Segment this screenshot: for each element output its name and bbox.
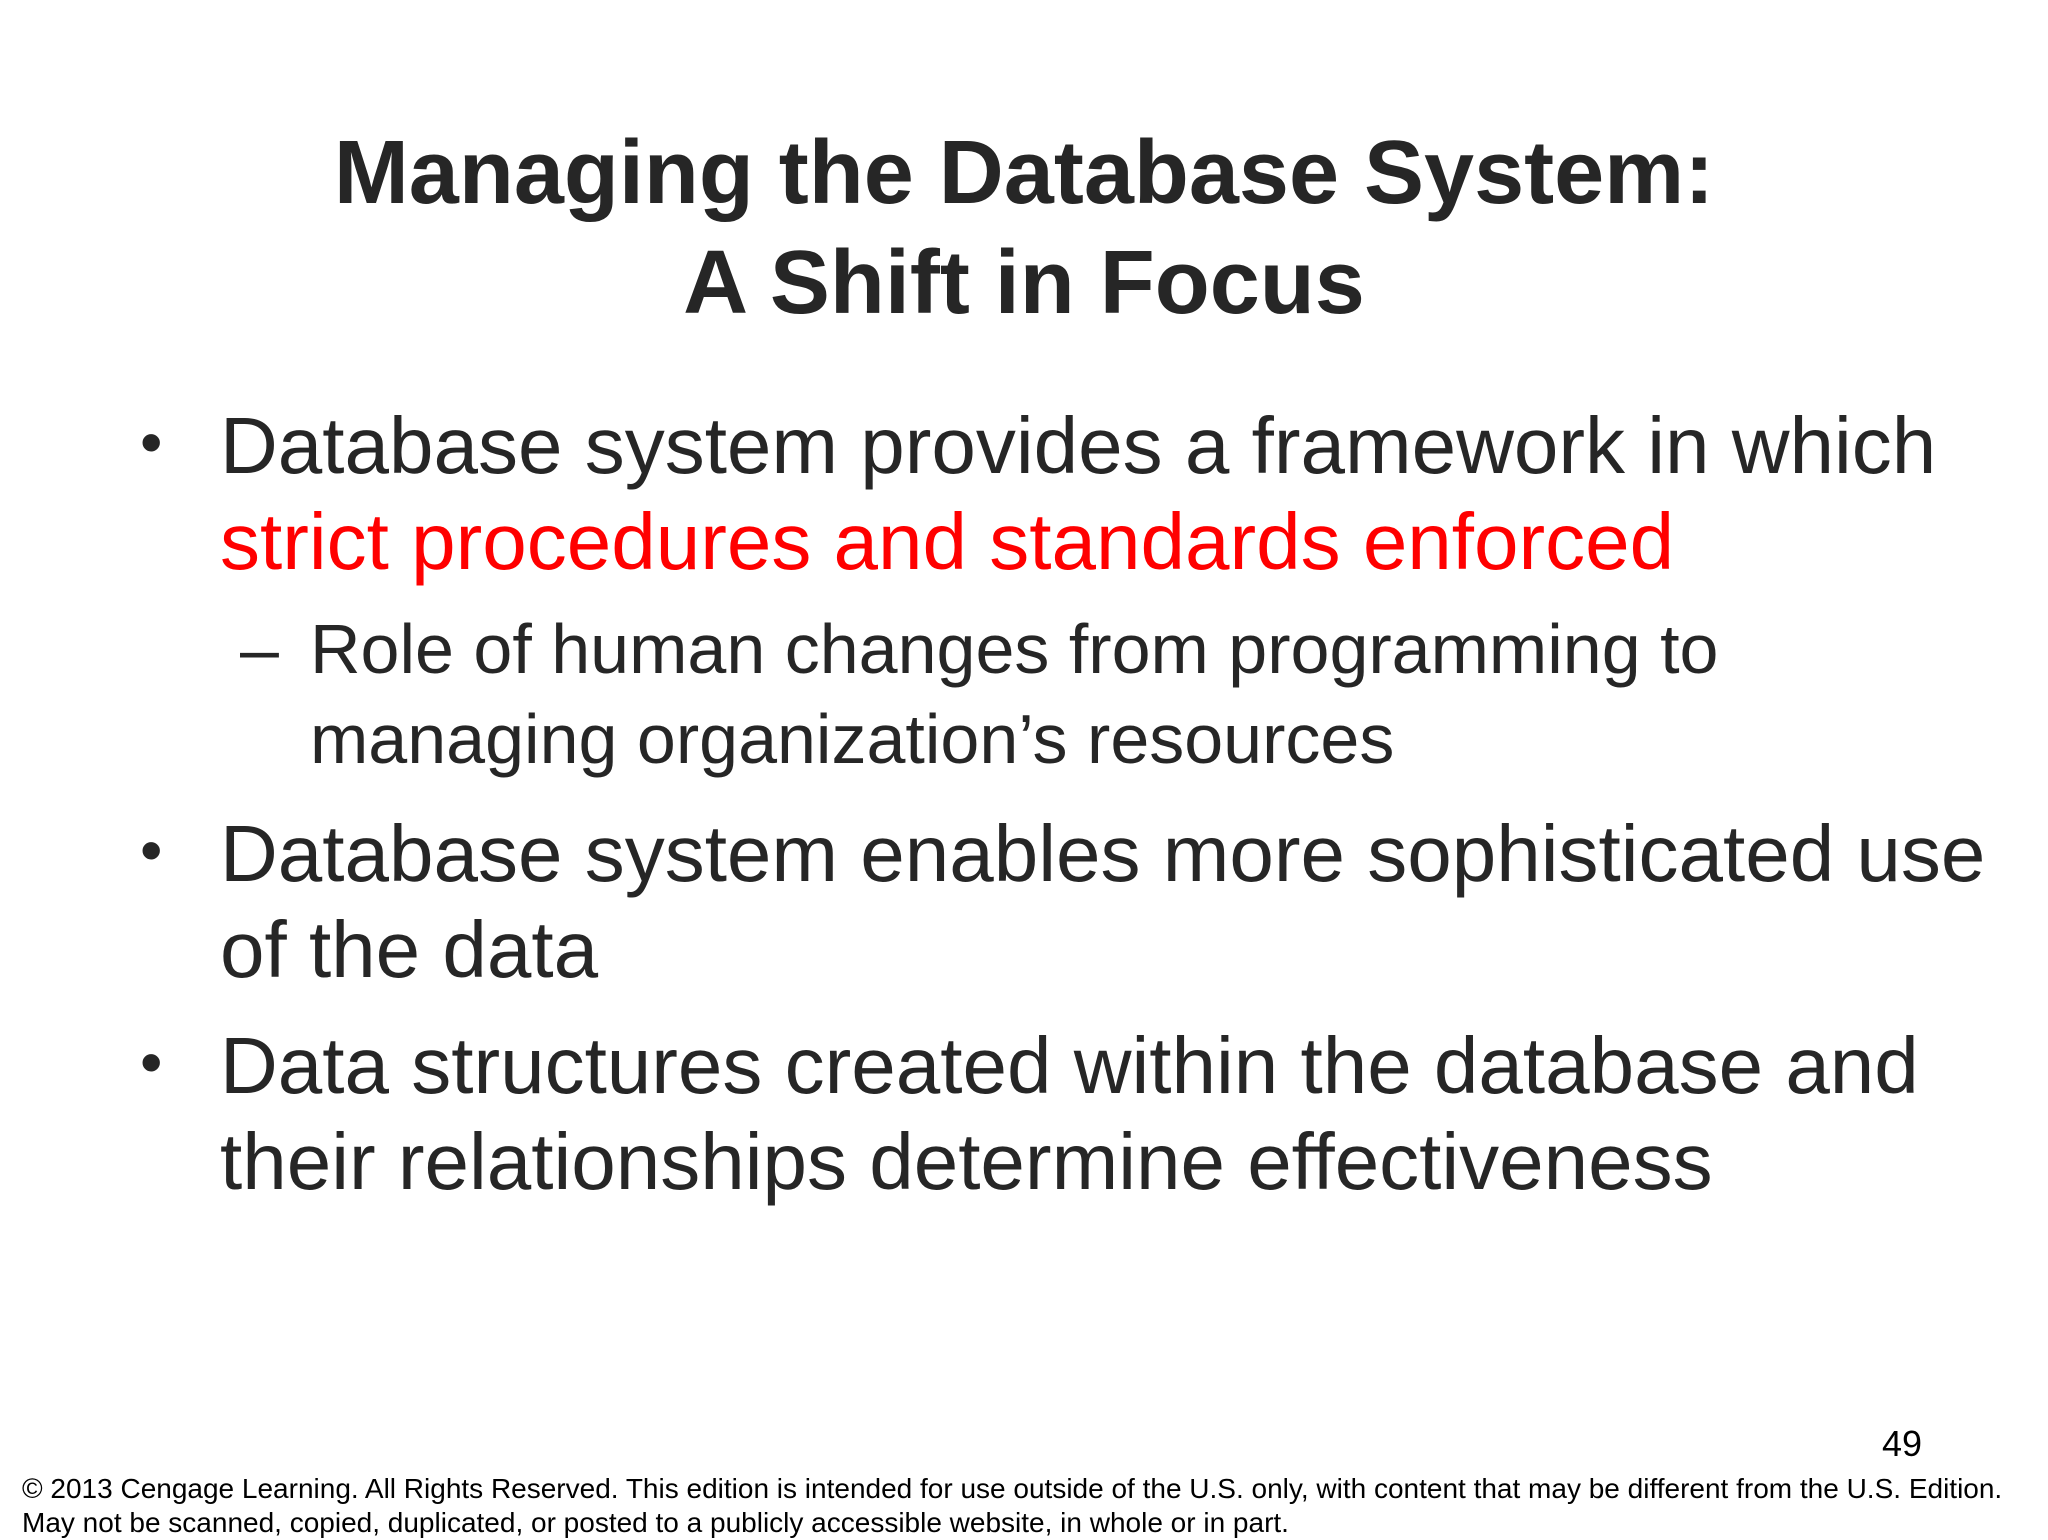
bullet-item: [140, 806, 2000, 998]
slide-title-line-1: Managing the Database System:: [333, 123, 1715, 223]
bullet-marker: •: [140, 1026, 163, 1098]
copyright-line-2: May not be scanned, copied, duplicated, or posted to a publicly accessible website, in whole or in part.: [22, 1507, 1289, 1538]
slide-title-line-2: A Shift in Focus: [683, 233, 1365, 333]
bullet-text: [220, 398, 2000, 590]
page-number: 49: [1881, 1423, 1922, 1464]
bullet-item: [140, 1018, 2000, 1210]
sub-bullet-text: Role of human changes from programming to managing organization’s resources: [310, 610, 1719, 778]
bullet-text: Data structures created within the database and their relationships determine effectiveness: [220, 1021, 1919, 1206]
bullet-marker: •: [140, 814, 163, 886]
slide-title: [0, 118, 2048, 338]
sub-bullet-marker: –: [240, 610, 279, 688]
bullet-text-highlight: strict procedures and standards enforced: [220, 497, 1675, 586]
bullet-marker: •: [140, 406, 163, 478]
bullet-text-plain: Database system provides a framework in which: [220, 401, 1937, 490]
copyright-footer: [22, 1472, 2002, 1540]
bullet-list: [140, 398, 2000, 1230]
bullet-item: [140, 398, 2000, 590]
sub-bullet-item: [140, 604, 2000, 784]
copyright-line-1: © 2013 Cengage Learning. All Rights Reserved. This edition is intended for use outside of the U.S. only, with content that may be different from the U.S. Edition.: [22, 1473, 2003, 1504]
bullet-text: Database system enables more sophisticated use of the data: [220, 809, 1986, 994]
